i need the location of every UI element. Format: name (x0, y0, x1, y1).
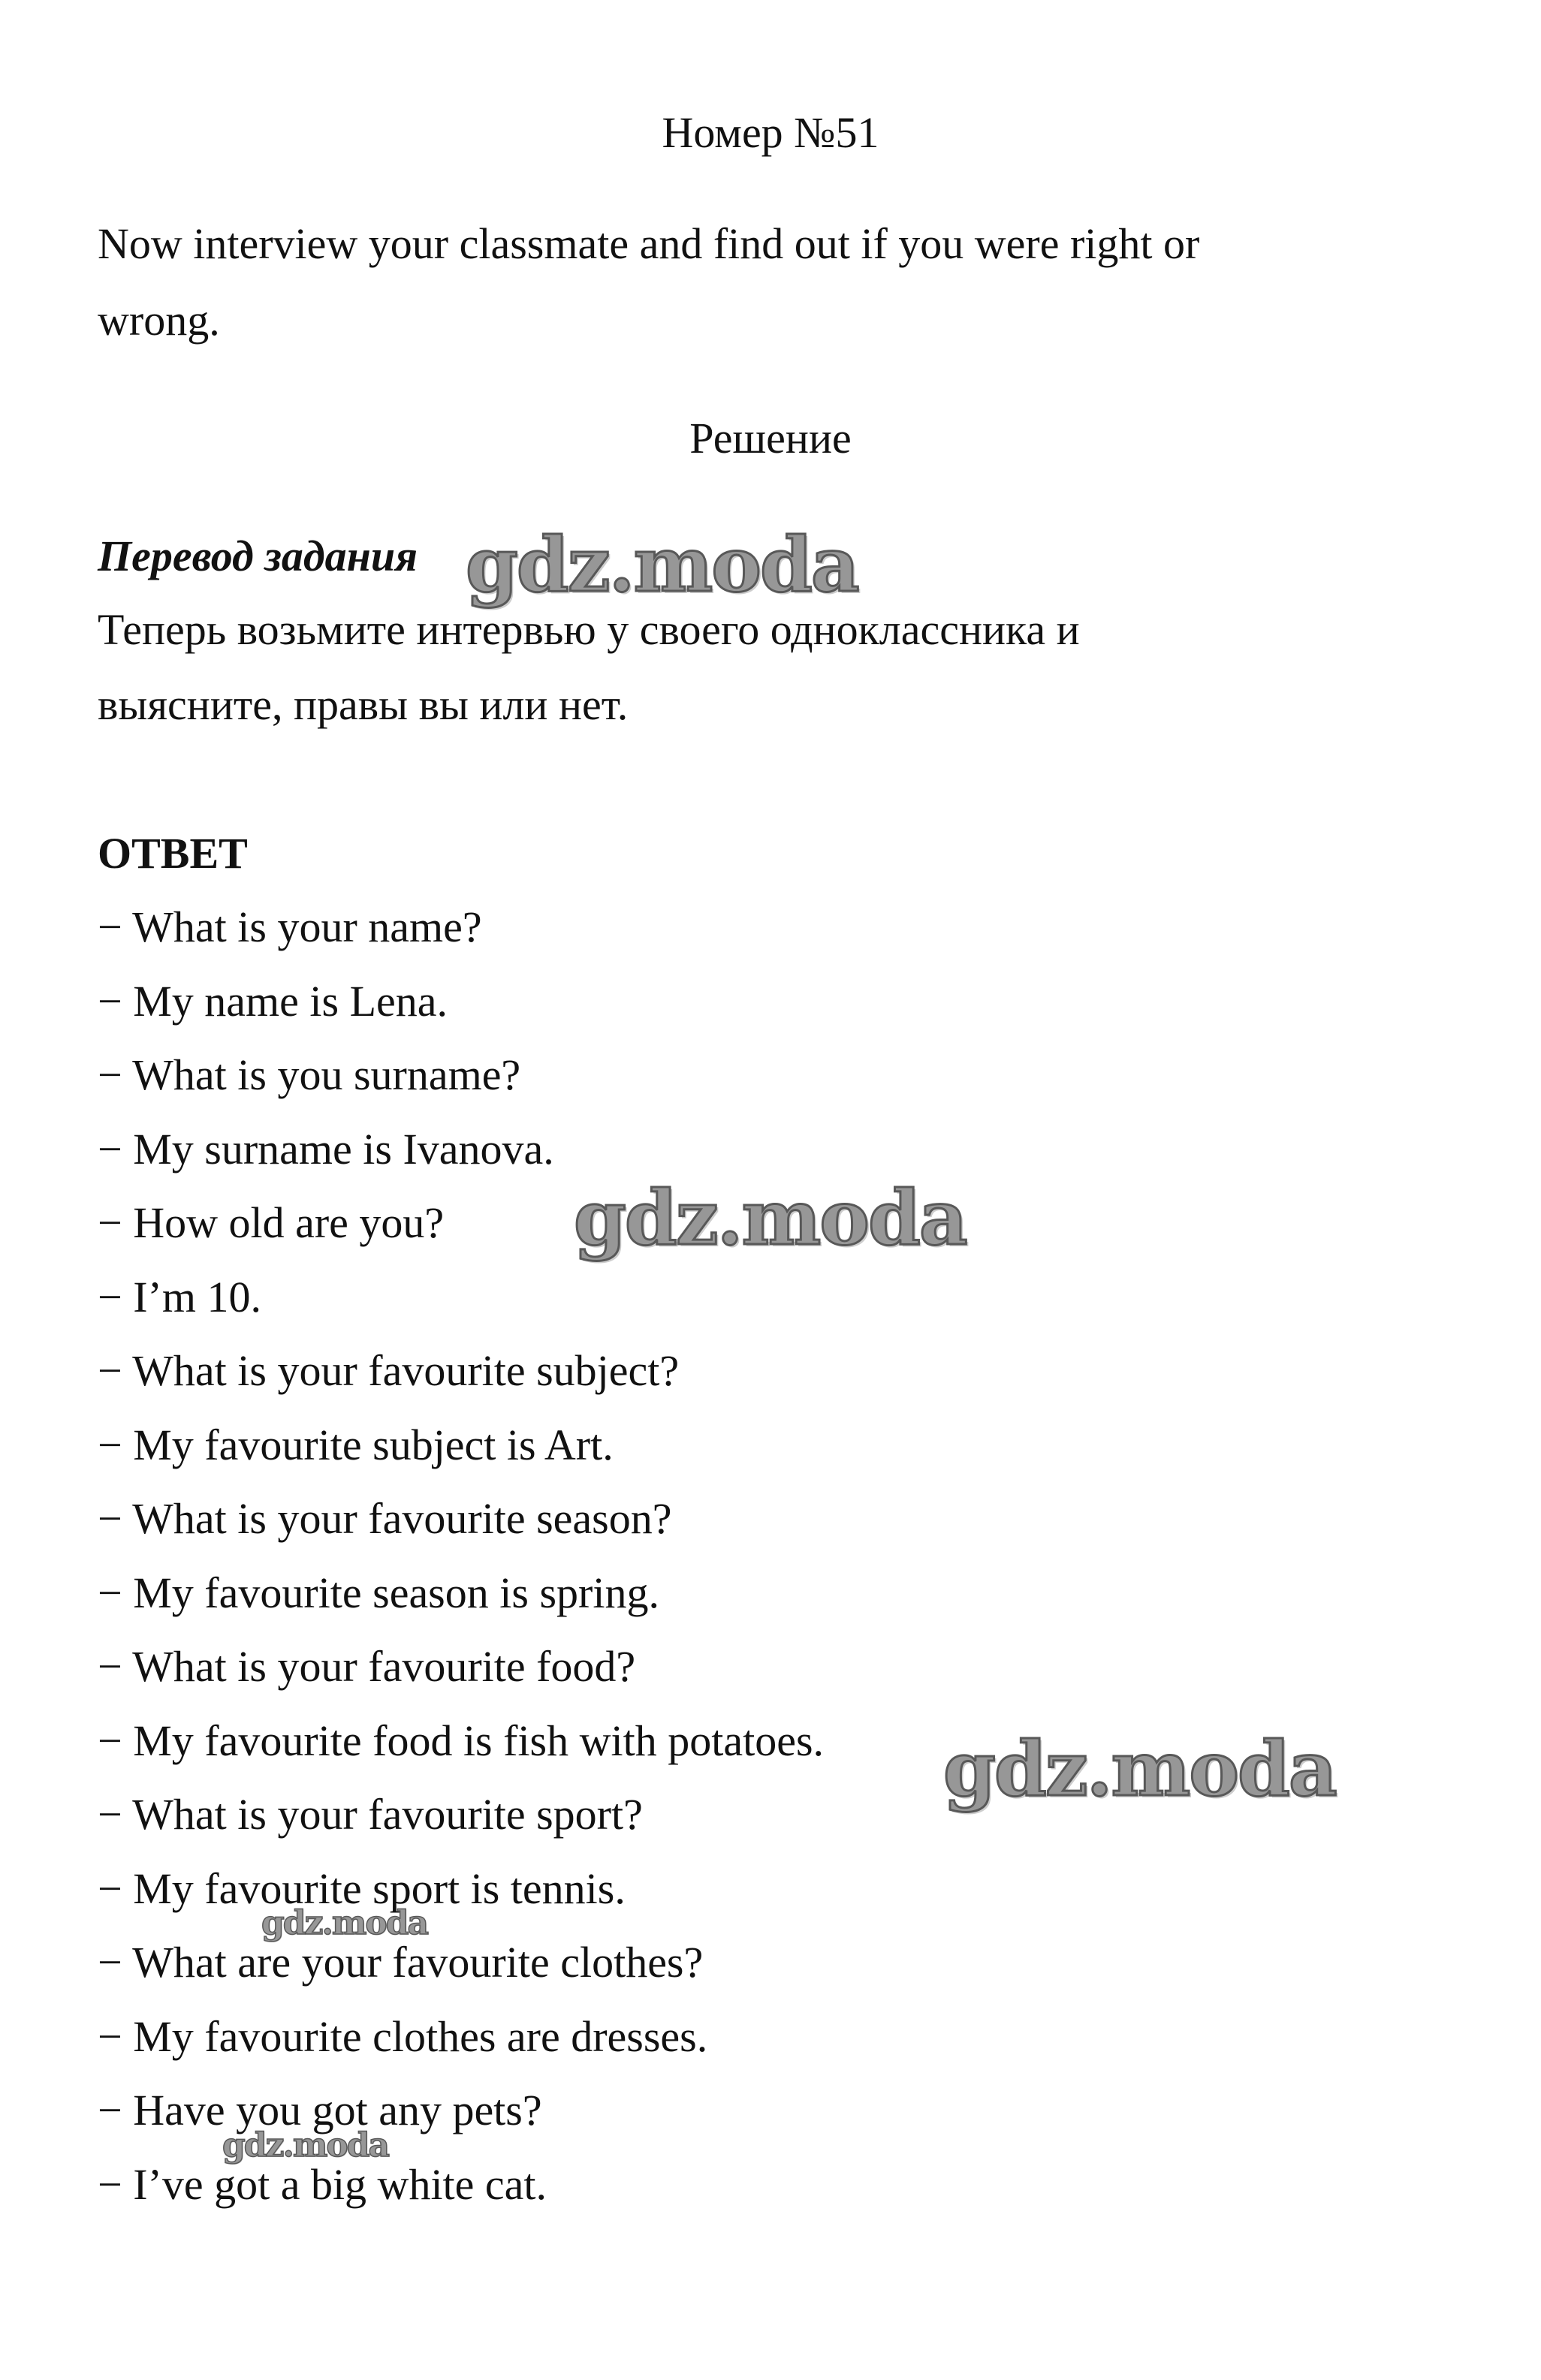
solution-heading: Решение (689, 414, 852, 462)
answer-line: − My favourite sport is tennis. (98, 1864, 626, 1913)
translation-heading: Перевод задания (98, 532, 418, 580)
translation-line-1: Теперь возьмите интервью у своего одноклассника и (98, 605, 1080, 654)
answer-line: − My name is Lena. (98, 977, 448, 1026)
task-text-line-1: Now interview your classmate and find out if you were right or (98, 219, 1200, 268)
answer-line: − What is you surname? (98, 1050, 521, 1099)
answer-line: − My favourite season is spring. (98, 1568, 659, 1617)
answer-line: − What are your favourite clothes? (98, 1938, 704, 1987)
answer-line: − How old are you? (98, 1198, 445, 1247)
answer-line: − I’ve got a big white cat. (98, 2160, 547, 2209)
watermark: gdz.moda (943, 1725, 1336, 1813)
answer-line: − Have you got any pets? (98, 2086, 542, 2134)
answer-line: − My favourite clothes are dresses. (98, 2012, 708, 2061)
page-number-title: Номер №51 (662, 108, 879, 157)
answer-line: − What is your favourite season? (98, 1494, 672, 1543)
answer-line: − I’m 10. (98, 1273, 261, 1321)
answer-line: − My favourite food is fish with potatoes. (98, 1716, 825, 1765)
answer-line: − My surname is Ivanova. (98, 1125, 554, 1173)
task-text-line-2: wrong. (98, 296, 220, 345)
answer-line: − My favourite subject is Art. (98, 1420, 614, 1469)
answer-line: − What is your favourite subject? (98, 1346, 680, 1395)
answer-heading: ОТВЕТ (98, 829, 248, 878)
translation-line-2: выясните, правы вы или нет. (98, 680, 629, 729)
answer-line: − What is your name? (98, 902, 482, 951)
watermark: gdz.moda (466, 520, 858, 609)
answer-line: − What is your favourite food? (98, 1642, 636, 1691)
watermark: gdz.moda (261, 1904, 428, 1942)
watermark: gdz.moda (222, 2126, 389, 2165)
watermark: gdz.moda (574, 1173, 967, 1262)
answer-line: − What is your favourite sport? (98, 1790, 643, 1839)
